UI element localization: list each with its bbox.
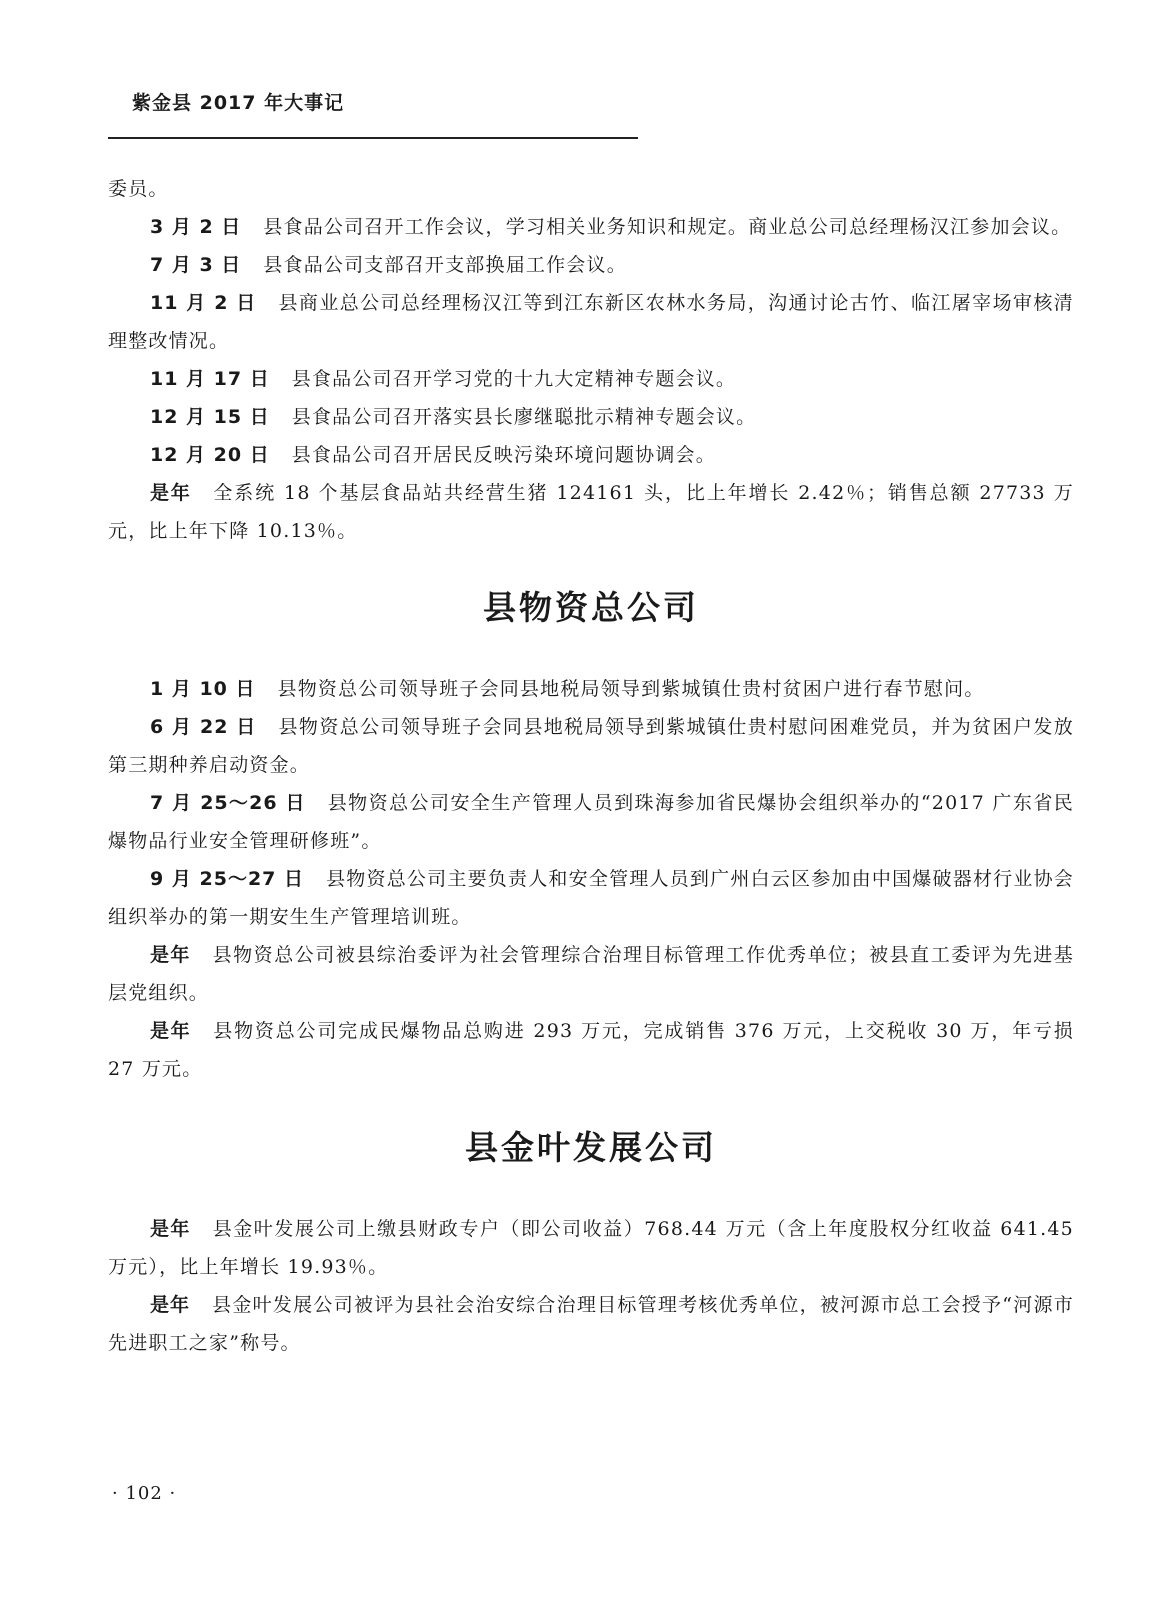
entry-year-label: 是年 [150,944,191,966]
entry-year-label: 是年 [150,1294,191,1316]
entry-date: 1 月 10 日 [150,678,256,700]
page-number: · 102 · [112,1483,177,1504]
entry-paragraph [108,708,1074,784]
entry-paragraph [108,398,1074,436]
section-title: 县物资总公司 [483,588,699,627]
entry-paragraph [108,208,1074,246]
entry-date: 12 月 20 日 [150,444,270,466]
entry-date: 12 月 15 日 [150,406,270,428]
entry-text: 县食品公司召开居民反映污染环境问题协调会。 [291,444,716,466]
entry-text: 县物资总公司安全生产管理人员到珠海参加省民爆协会组织举办的“2017 广东省民爆物品行业安全管理研修班”。 [108,792,1074,852]
continued-paragraph [108,170,1074,208]
entry-text: 县金叶发展公司上缴县财政专户（即公司收益）768.44 万元（含上年度股权分红收益 641.45 万元），比上年增长 19.93％。 [108,1218,1074,1278]
entry-text: 县金叶发展公司被评为县社会治安综合治理目标管理考核优秀单位，被河源市总工会授予“河源市先进职工之家”称号。 [108,1294,1074,1354]
entry-text: 县食品公司召开落实县长廖继聪批示精神专题会议。 [291,406,757,428]
entry-date: 11 月 17 日 [150,368,270,390]
running-header: 紫金县 2017 年大事记 [132,92,345,114]
header-rule [108,137,638,139]
entry-paragraph [108,670,1074,708]
entry-date: 11 月 2 日 [150,292,257,314]
entry-date: 9 月 25～27 日 [150,868,305,890]
entry-year-label: 是年 [150,482,192,504]
entry-date: 3 月 2 日 [150,216,242,238]
entry-text: 县食品公司召开学习党的十九大定精神专题会议。 [291,368,737,390]
entry-text: 县物资总公司主要负责人和安全管理人员到广州白云区参加由中国爆破器材行业协会组织举办的第一期安生生产管理培训班。 [108,868,1075,928]
entry-text: 县物资总公司被县综治委评为社会管理综合治理目标管理工作优秀单位；被县直工委评为先进基层党组织。 [108,944,1074,1004]
entry-text: 县物资总公司领导班子会同县地税局领导到紫城镇仕贵村贫困户进行春节慰问。 [277,678,985,700]
entry-date: 7 月 25～26 日 [150,792,306,814]
entry-paragraph [108,936,1074,1012]
entry-text: 县物资总公司领导班子会同县地税局领导到紫城镇仕贵村慰问困难党员，并为贫困户发放第三期种养启动资金。 [108,716,1074,776]
entry-paragraph [108,1210,1074,1286]
entry-year-label: 是年 [150,1020,192,1042]
entry-paragraph [108,1286,1074,1362]
entry-paragraph [108,1012,1074,1088]
entry-text: 县食品公司支部召开支部换届工作会议。 [263,254,627,276]
entry-year-label: 是年 [150,1218,191,1240]
entry-text: 县食品公司召开工作会议，学习相关业务知识和规定。商业总公司总经理杨汉江参加会议。 [263,216,1072,238]
entry-paragraph [108,246,1074,284]
section-title: 县金叶发展公司 [465,1128,717,1167]
entry-paragraph [108,474,1074,550]
entry-date: 7 月 3 日 [150,254,242,276]
entry-paragraph [108,784,1074,860]
entry-text: 全系统 18 个基层食品站共经营生猪 124161 头，比上年增长 2.42％；销售总额 27733 万元，比上年下降 10.13％。 [108,482,1074,542]
entry-paragraph [108,860,1074,936]
entry-paragraph [108,284,1074,360]
entry-date: 6 月 22 日 [150,716,257,738]
entry-text: 委员。 [108,178,169,200]
entry-text: 县商业总公司总经理杨汉江等到江东新区农林水务局，沟通讨论古竹、临江屠宰场审核清理整改情况。 [108,292,1074,352]
page-body [108,170,1074,1362]
entry-text: 县物资总公司完成民爆物品总购进 293 万元，完成销售 376 万元，上交税收 30 万，年亏损 27 万元。 [108,1020,1074,1080]
entry-paragraph [108,360,1074,398]
entry-paragraph [108,436,1074,474]
